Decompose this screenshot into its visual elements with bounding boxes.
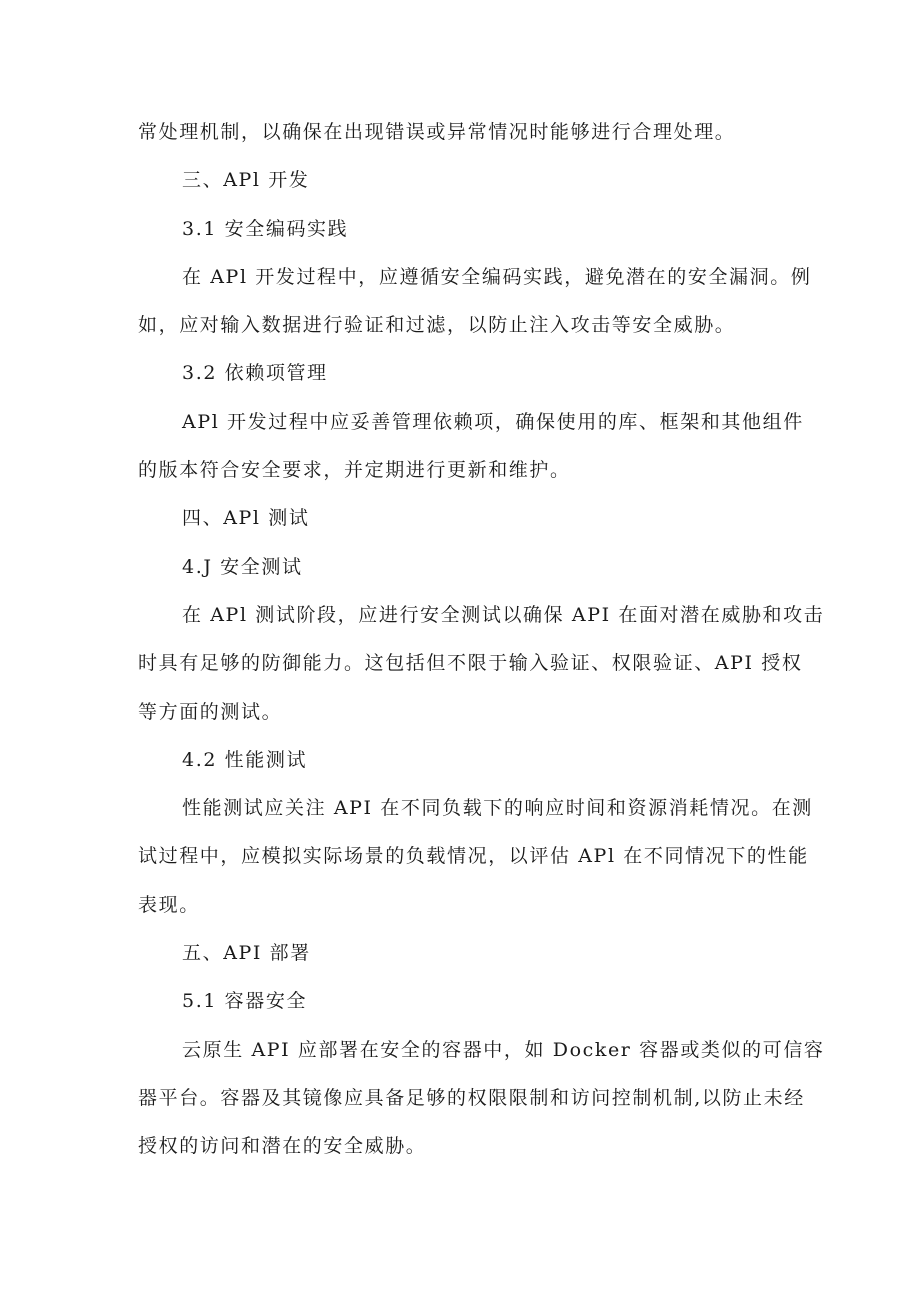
body-line: 性能测试应关注 API 在不同负载下的响应时间和资源消耗情况。在测 (182, 797, 813, 820)
document-body (138, 112, 825, 1175)
body-line: 授权的访问和潜在的安全威胁。 (138, 1135, 427, 1158)
section-heading-api-testing: 四、APl 测试 (182, 507, 310, 530)
body-line: 试过程中，应模拟实际场景的负载情况，以评估 APl 在不同情况下的性能 (138, 845, 809, 868)
subheading-security-testing: 4.J 安全测试 (182, 555, 303, 578)
body-line: 表现。 (138, 893, 200, 916)
body-line: 时具有足够的防御能力。这包括但不限于输入验证、权限验证、API 授权 (138, 652, 803, 675)
body-line: 如，应对输入数据进行验证和过滤，以防止注入攻击等安全威胁。 (138, 314, 736, 337)
body-line: 在 APl 测试阶段，应进行安全测试以确保 API 在面对潜在威胁和攻击 (182, 603, 825, 626)
subheading-container-security: 5.1 容器安全 (182, 990, 308, 1013)
body-line: 器平台。容器及其镜像应具备足够的权限限制和访问控制机制,以防止未经 (138, 1086, 805, 1109)
section-heading-api-deployment: 五、API 部署 (182, 942, 311, 965)
subheading-secure-coding: 3.1 安全编码实践 (182, 217, 349, 240)
subheading-performance-testing: 4.2 性能测试 (182, 748, 308, 771)
subheading-dependency-management: 3.2 依赖项管理 (182, 362, 328, 385)
body-line: 在 APl 开发过程中，应遵循安全编码实践，避免潜在的安全漏洞。例 (182, 265, 812, 288)
section-heading-api-development: 三、APl 开发 (182, 169, 310, 192)
body-line: 云原生 API 应部署在安全的容器中，如 Docker 容器或类似的可信容 (182, 1038, 825, 1061)
body-line-continuation: 常处理机制，以确保在出现错误或异常情况时能够进行合理处理。 (138, 121, 736, 143)
body-line: 的版本符合安全要求，并定期进行更新和维护。 (138, 459, 571, 482)
body-line: APl 开发过程中应妥善管理依赖项，确保使用的库、框架和其他组件 (182, 410, 804, 433)
body-line: 等方面的测试。 (138, 700, 283, 723)
